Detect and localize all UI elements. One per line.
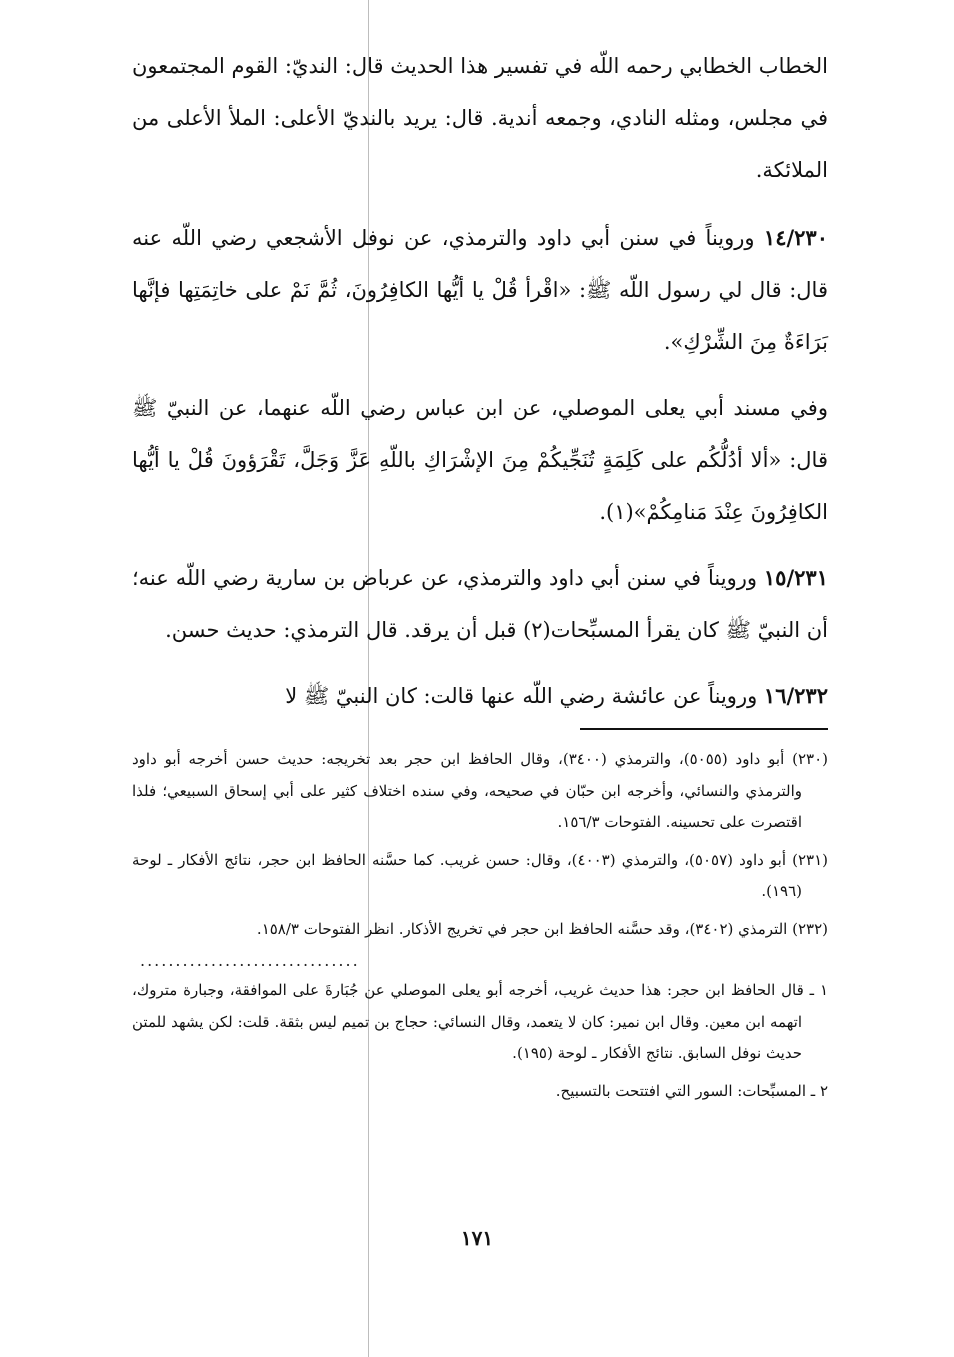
paragraph-khattabi [132,40,828,196]
footnote-separator-wrap [132,726,828,744]
page-number: ١٧١ [460,1226,494,1250]
footnote-231: (٢٣١) أبو داود (٥٠٥٧)، والترمذي (٤٠٠٣)، وقال: حسن غريب. كما حسَّنه الحافظ ابن حجر، نتائج الأفكار ـ لوحة (١٩٦). [132,850,828,900]
footnote-dotted-divider: ............................... [140,951,360,970]
hadith-230-number: ١٤/٢٣٠ [763,225,828,250]
hadith-232-number: ١٦/٢٣٢ [763,683,828,708]
footnote-separator [580,728,828,730]
footnote-230: (٢٣٠) أبو داود (٥٠٥٥)، والترمذي (٣٤٠٠)، وقال الحافظ ابن حجر بعد تخريجه: حديث حسن أخرجه أبو داود والترمذي والنسائي، وأخرجه ابن حبّان في صحيحه، وفي سنده اختلاف كثير على أبي إسحاق السبيعي؛ فلذا اقتصرت على تحسينه. الفتوحات ١٥٦/٣. [132,750,829,831]
hadith-231-text: ورويناً في سنن أبي داود والترمذي، عن عرباض بن سارية رضي اللّه عنه؛ أن النبيّ ﷺ كان يقرأ المسبِّحات(٢) قبل أن يرقد. قال الترمذي: حديث حسن. [132,566,828,642]
page-content [132,40,828,1113]
footnote-232: (٢٣٢) الترمذي (٣٤٠٢)، وقد حسَّنه الحافظ ابن حجر في تخريج الأذكار. انظر الفتوحات ١٥٨/٣. [256,919,828,938]
paragraph-abu-yala-text: وفي مسند أبي يعلى الموصلي، عن ابن عباس رضي اللّه عنهما، عن النبيّ ﷺ قال: «ألا أدُلُّكُم على كَلِمَةٍ تُنَجِّيكُمْ مِنَ الإشْرَاكِ باللّهِ عَزَّ وَجَلَّ، تَقْرَؤونَ قُلْ يا أيُّها الكافِرُونَ عِنْدَ مَنامِكُمْ»(١). [132,396,828,524]
hadith-232-text: ورويناً عن عائشة رضي اللّه عنها قالت: كان النبيّ ﷺ لا [285,684,758,708]
hadith-230-text: ورويناً في سنن أبي داود والترمذي، عن نوفل الأشجعي رضي اللّه عنه قال: قال لي رسول اللّه ﷺ: «اقْرأ قُلْ يا أيُّها الكافِرُونَ، ثُمَّ نَمْ على خاتِمَتِها فإنَّها بَرَاءَةٌ مِنَ الشِّرْكِ». [132,226,828,354]
hadith-231 [132,552,828,656]
paragraph-khattabi-text: الخطاب الخطابي رحمه اللّه في تفسير هذا الحديث قال: النديّ: القوم المجتمعون في مجلس، ومثله النادي، وجمعه أندية. قال: يريد بالنديّ الأعلى: الملأ الأعلى من الملائكة. [132,54,828,182]
note-1: ١ ـ قال الحافظ ابن حجر: هذا حديث غريب، أخرجه أبو يعلى الموصلي عن جُبَارةَ على الموافقة، وجبارة متروك، اتهمه ابن معين. وقال ابن نمير: كان لا يتعمد، وقال النسائي: حجاج بن تميم ليس بثقة. قلت: لكن يشهد للمتن حديث نوفل السابق. نتائج الأفكار ـ لوحة (١٩٥). [132,981,828,1062]
hadith-232 [132,670,828,722]
note-2: ٢ ـ المسبِّحات: السور التي افتتحت بالتسبيح. [555,1081,828,1100]
hadith-231-number: ١٥/٢٣١ [763,565,828,590]
hadith-230 [132,212,828,368]
paragraph-abu-yala [132,382,828,538]
